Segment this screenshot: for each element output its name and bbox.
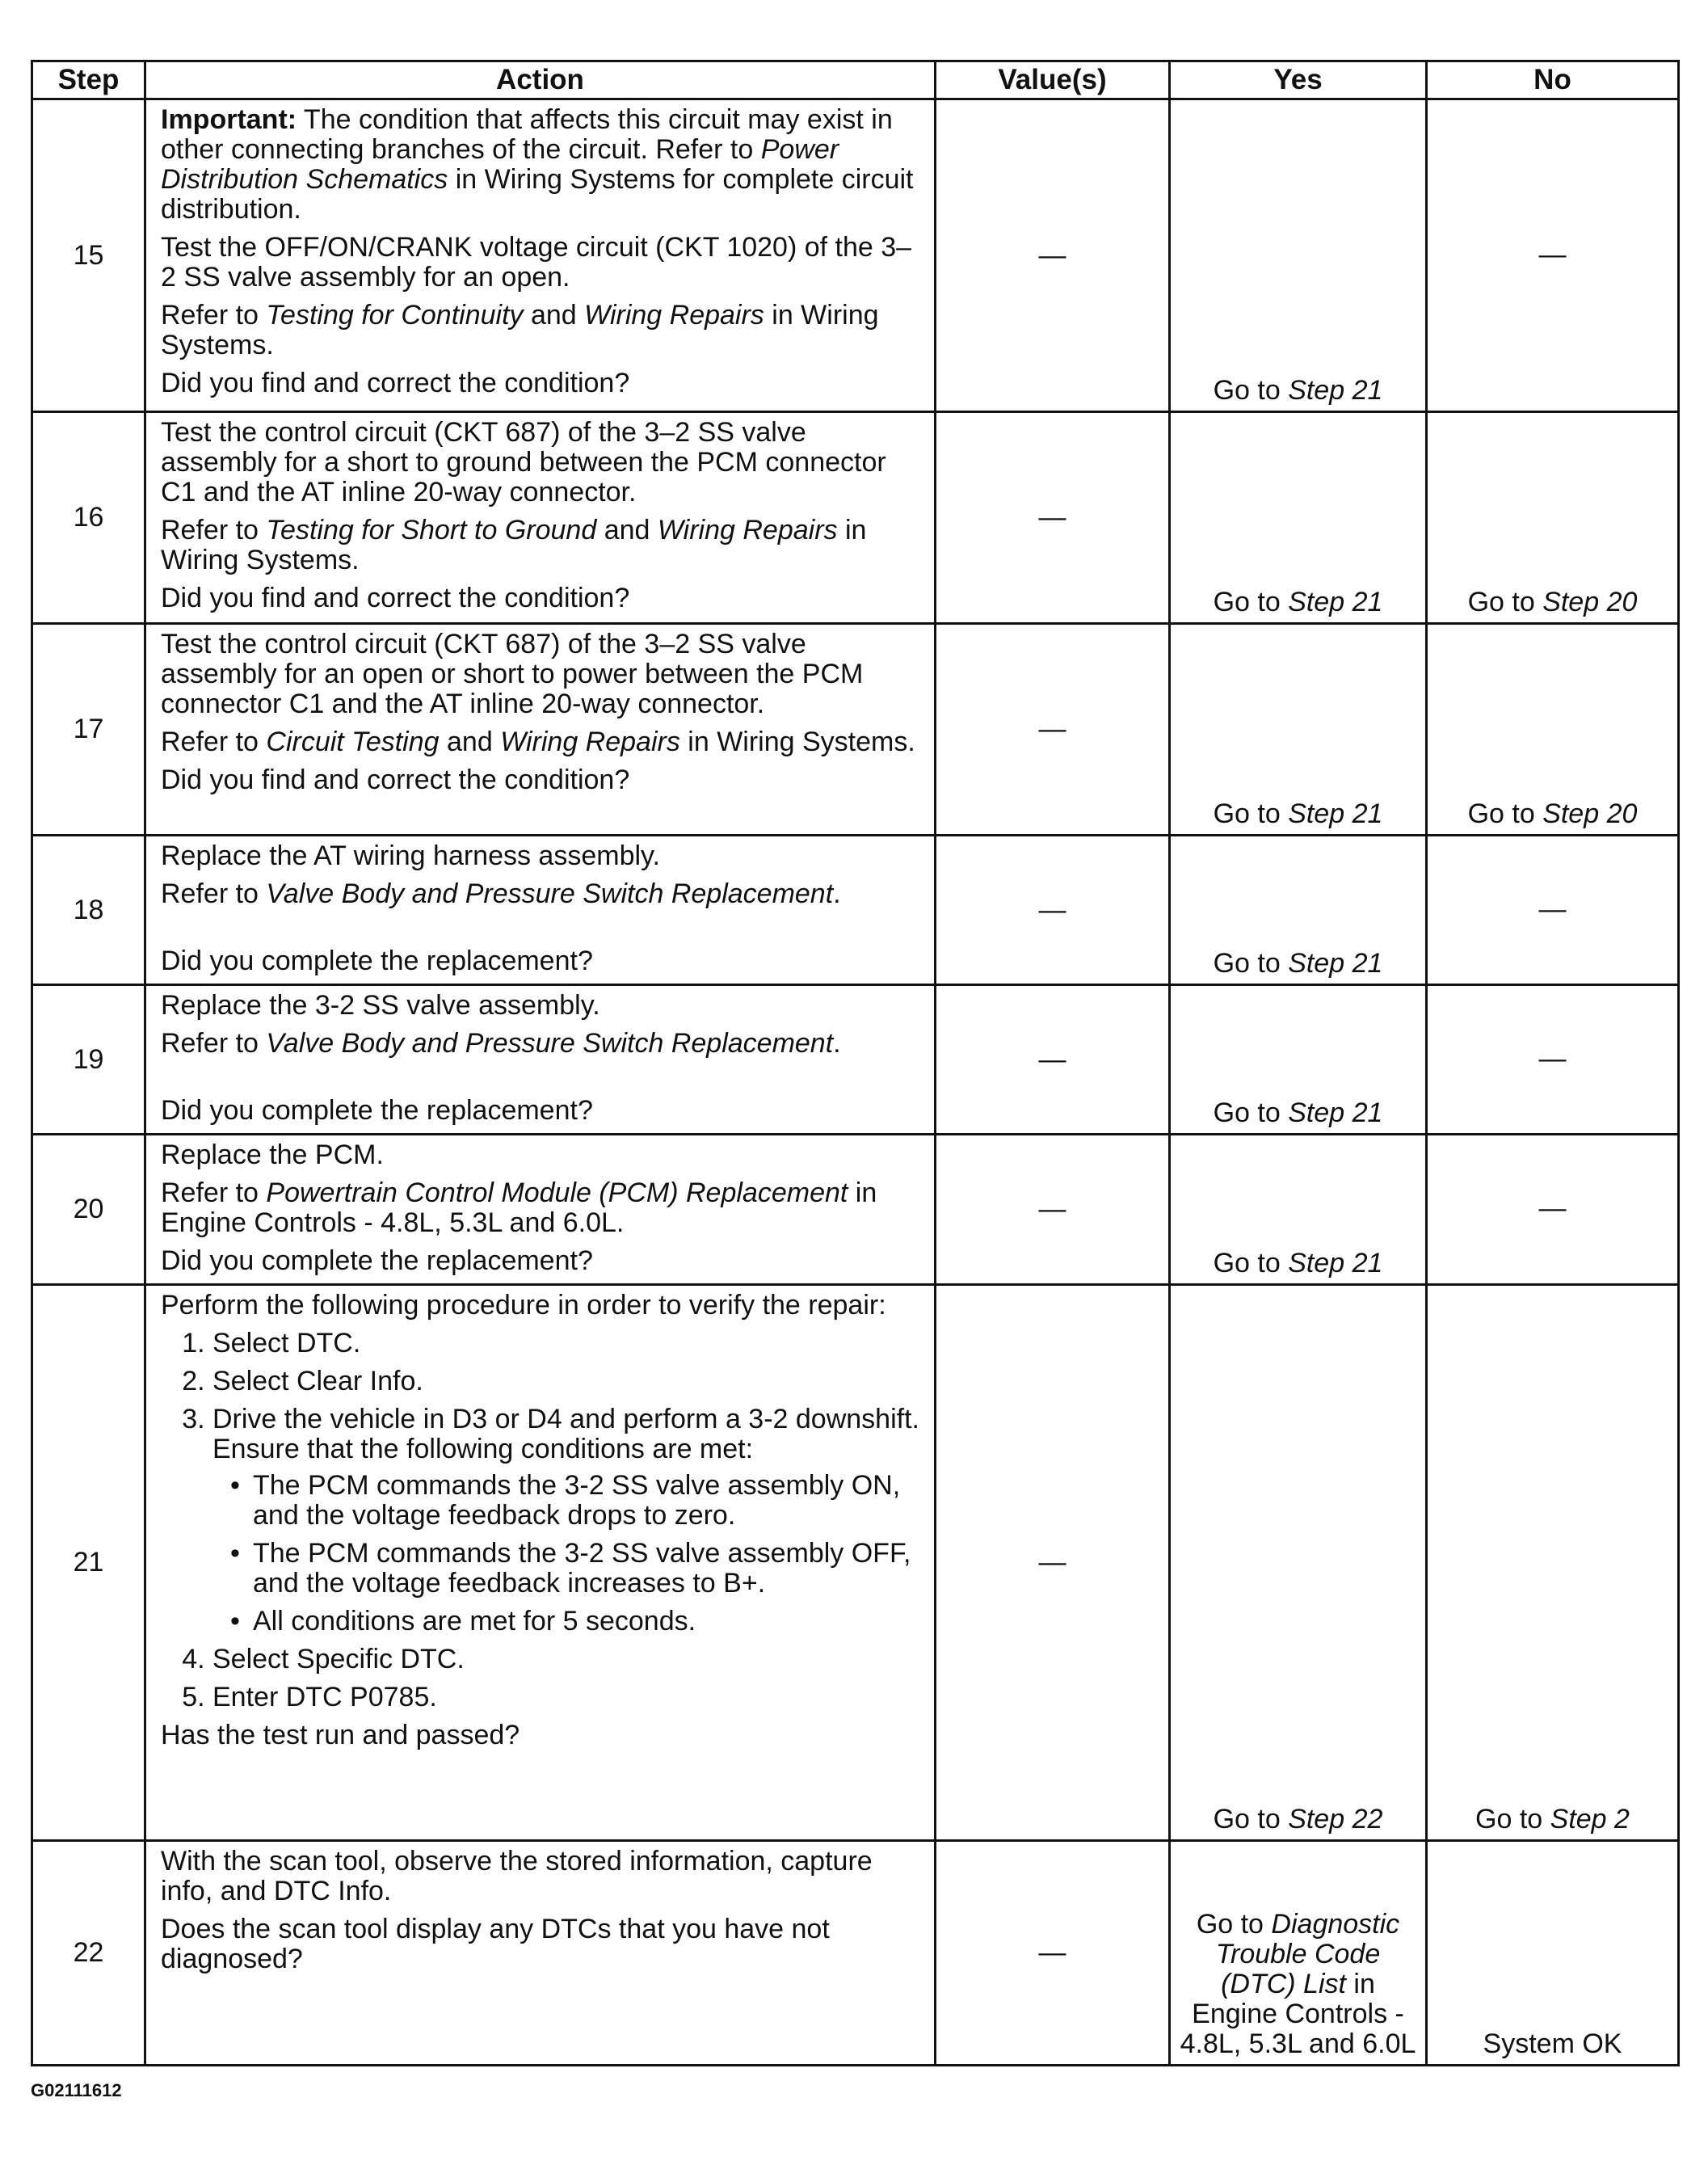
doc-reference: Valve Body and Pressure Switch Replacement (266, 1028, 834, 1059)
important-note: Important: The condition that affects this circuit may exist in other connecting branches of the circuit. Refer to Power Distribution Schematics in Wiring Systems for complete circuit distribution. (161, 104, 914, 225)
table-row (32, 624, 1679, 836)
no-cell: Go to Step 2 (1427, 1285, 1679, 1841)
table-row (32, 99, 1679, 412)
reference-text: Refer to Valve Body and Pressure Switch Replacement. (161, 1028, 841, 1059)
question-text: Did you find and correct the condition? (161, 583, 630, 613)
table-header-row (32, 61, 1679, 99)
action-cell (145, 1135, 936, 1285)
step-number: 21 (32, 1285, 145, 1841)
question-text: Does the scan tool display any DTCs that you have not diagnosed? (161, 1914, 830, 1974)
doc-reference: Diagnostic Trouble Code (DTC) List (1215, 1909, 1400, 1999)
yes-cell: Go to Step 21 (1170, 836, 1427, 985)
yes-cell: Go to Step 21 (1170, 99, 1427, 412)
step-number: 16 (32, 412, 145, 624)
table-row (32, 836, 1679, 985)
question-text: Has the test run and passed? (161, 1720, 520, 1750)
doc-reference: Valve Body and Pressure Switch Replacement (266, 878, 834, 909)
step-number: 17 (32, 624, 145, 836)
no-cell: System OK (1427, 1841, 1679, 2066)
step-reference: Step 20 (1542, 798, 1638, 829)
doc-reference: Wiring Repairs (584, 300, 764, 331)
header-step: Step (32, 61, 145, 99)
reference-text: Refer to Testing for Continuity and Wiring Repairs in Wiring Systems. (161, 300, 879, 360)
question-text: Did you find and correct the condition? (161, 765, 630, 795)
step-reference: Step 22 (1288, 1804, 1383, 1835)
list-item: 3. Drive the vehicle in D3 or D4 and perform a 3-2 downshift. Ensure that the following conditions are met: • The PCM commands the 3-2 SS valve assembly ON, and the voltage feedback drops to zero. • The PCM commands the 3-2 SS valve assembly OFF, and the voltage feedback increases to B+. • All conditions are met for 5 seconds. (212, 1405, 923, 1637)
reference-text: Refer to Valve Body and Pressure Switch Replacement. (161, 878, 841, 909)
yes-cell: Go to Step 22 (1170, 1285, 1427, 1841)
instruction-text: Test the control circuit (CKT 687) of the 3–2 SS valve assembly for an open or short to power between the PCM connector C1 and the AT inline 20-way connector. (161, 629, 864, 719)
header-action: Action (145, 61, 936, 99)
reference-text: Refer to Circuit Testing and Wiring Repairs in Wiring Systems. (161, 727, 915, 757)
step-reference: Step 21 (1288, 798, 1383, 829)
list-item: 4. Select Specific DTC. (212, 1645, 923, 1674)
doc-reference: Testing for Continuity (266, 300, 524, 331)
step-reference: Step 21 (1288, 587, 1383, 617)
value-cell: — (936, 836, 1170, 985)
step-reference: Step 21 (1288, 1248, 1383, 1278)
step-reference: Step 21 (1288, 1097, 1383, 1128)
list-item: 5. Enter DTC P0785. (212, 1683, 923, 1712)
table-row (32, 1285, 1679, 1841)
question-text: Did you find and correct the condition? (161, 368, 630, 398)
instruction-text: Replace the AT wiring harness assembly. (161, 840, 660, 871)
yes-cell: Go to Diagnostic Trouble Code (DTC) List in Engine Controls - 4.8L, 5.3L and 6.0L (1170, 1841, 1427, 2066)
yes-cell: Go to Step 21 (1170, 1135, 1427, 1285)
step-reference: Step 2 (1550, 1804, 1630, 1835)
doc-reference: Testing for Short to Ground (266, 515, 597, 546)
action-cell (145, 985, 936, 1135)
step-reference: Step 21 (1288, 375, 1383, 406)
table-row (32, 1841, 1679, 2066)
action-cell (145, 99, 936, 412)
list-item: 1. Select DTC. (212, 1329, 923, 1359)
reference-text: Refer to Powertrain Control Module (PCM) Replacement in Engine Controls - 4.8L, 5.3L and 6.0L. (161, 1177, 877, 1238)
no-cell: Go to Step 20 (1427, 412, 1679, 624)
table-row (32, 985, 1679, 1135)
doc-reference: Power Distribution Schematics (161, 134, 839, 195)
reference-text: Refer to Testing for Short to Ground and Wiring Repairs in Wiring Systems. (161, 515, 867, 575)
no-cell: — (1427, 836, 1679, 985)
yes-cell: Go to Step 21 (1170, 985, 1427, 1135)
value-cell: — (936, 1841, 1170, 2066)
list-item: • The PCM commands the 3-2 SS valve assembly OFF, and the voltage feedback increases to B+. (253, 1539, 923, 1599)
action-cell (145, 1841, 936, 2066)
instruction-text: With the scan tool, observe the stored information, capture info, and DTC Info. (161, 1846, 873, 1906)
doc-reference: Powertrain Control Module (PCM) Replacement (266, 1177, 848, 1208)
header-values: Value(s) (936, 61, 1170, 99)
diagnostic-table-page (31, 60, 1677, 2066)
step-number: 15 (32, 99, 145, 412)
instruction-text: Replace the PCM. (161, 1139, 384, 1170)
instruction-text: Test the control circuit (CKT 687) of the 3–2 SS valve assembly for a short to ground between the PCM connector C1 and the AT inline 20-way connector. (161, 417, 886, 508)
list-item: 2. Select Clear Info. (212, 1367, 923, 1396)
question-text: Did you complete the replacement? (161, 1245, 593, 1276)
doc-reference: Wiring Repairs (500, 727, 680, 757)
value-cell: — (936, 412, 1170, 624)
yes-cell: Go to Step 21 (1170, 412, 1427, 624)
table-row (32, 412, 1679, 624)
step-number: 18 (32, 836, 145, 985)
value-cell: — (936, 624, 1170, 836)
step-reference: Step 20 (1542, 587, 1638, 617)
action-cell (145, 1285, 936, 1841)
question-text: Did you complete the replacement? (161, 1095, 593, 1126)
step-number: 19 (32, 985, 145, 1135)
step-number: 22 (32, 1841, 145, 2066)
diagnostic-steps-table (31, 60, 1680, 2066)
doc-reference: Circuit Testing (266, 727, 440, 757)
question-text: Did you complete the replacement? (161, 946, 593, 976)
instruction-text: Replace the 3-2 SS valve assembly. (161, 990, 600, 1021)
conditions-list (212, 1471, 923, 1637)
spacer (161, 1067, 923, 1096)
list-item: • The PCM commands the 3-2 SS valve assembly ON, and the voltage feedback drops to zero. (253, 1471, 923, 1531)
step-reference: Step 21 (1288, 948, 1383, 979)
no-cell: — (1427, 985, 1679, 1135)
instruction-text: Test the OFF/ON/CRANK voltage circuit (CKT 1020) of the 3–2 SS valve assembly for an open. (161, 232, 912, 293)
table-row (32, 1135, 1679, 1285)
header-yes: Yes (1170, 61, 1427, 99)
header-no: No (1427, 61, 1679, 99)
value-cell: — (936, 985, 1170, 1135)
step-number: 20 (32, 1135, 145, 1285)
procedure-list (161, 1329, 923, 1712)
no-cell: — (1427, 99, 1679, 412)
important-label: Important: (161, 104, 297, 135)
action-cell (145, 624, 936, 836)
action-cell (145, 836, 936, 985)
figure-id: G02111612 (31, 2080, 122, 2100)
action-cell (145, 412, 936, 624)
value-cell: — (936, 1285, 1170, 1841)
no-cell: — (1427, 1135, 1679, 1285)
no-cell: Go to Step 20 (1427, 624, 1679, 836)
value-cell: — (936, 1135, 1170, 1285)
value-cell: — (936, 99, 1170, 412)
instruction-text: Perform the following procedure in order to verify the repair: (161, 1290, 886, 1321)
spacer (161, 917, 923, 946)
list-item: • All conditions are met for 5 seconds. (253, 1607, 923, 1637)
doc-reference: Wiring Repairs (657, 515, 838, 546)
yes-cell: Go to Step 21 (1170, 624, 1427, 836)
